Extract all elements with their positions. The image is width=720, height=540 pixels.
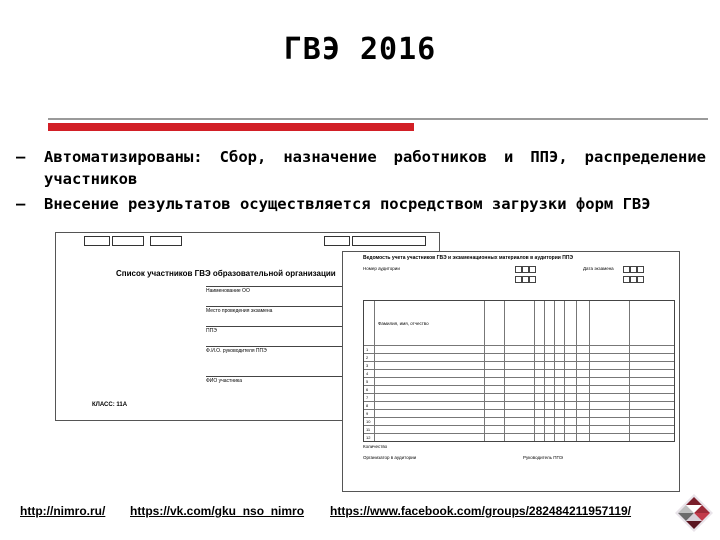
row-number: 9 [366,411,369,416]
nimro-site-link[interactable]: http://nimro.ru/ [20,504,106,518]
form2-label: Организатор в аудитории [363,455,417,460]
red-accent-bar [48,123,414,131]
bullet-1 [16,146,706,190]
form2-label: Количество [363,444,388,449]
bullet-marker: – [16,148,26,166]
row-number: 1 [366,347,369,352]
form1-field: Наименование ОО [206,288,250,294]
form2-table [363,300,675,442]
facebook-link[interactable]: https://www.facebook.com/groups/282484211957119/ [330,504,632,518]
row-number: 7 [366,395,369,400]
form2-label: Дата экзамена [583,266,614,271]
form1-field: Место проведения экзамена [206,308,273,314]
row-number: 8 [366,403,369,408]
form2-label: Фамилия, имя, отчество [378,321,429,326]
bullet-text: Автоматизированы: Сбор, назначение работников и ППЭ, распределение участников [44,148,706,188]
form-header-boxes [62,236,433,246]
exam-materials-sheet-image [342,251,680,492]
bullet-text: Внесение результатов осуществляется посредством загрузки форм ГВЭ [44,195,651,213]
row-number: 10 [366,419,371,424]
form2-title: Ведомость учета участников ГВЭ и экзаменационных материалов в аудитории ППЭ [363,255,574,261]
row-number: 3 [366,363,369,368]
row-number: 4 [366,371,369,376]
form1-field: Ф.И.О. руководителя ППЭ [206,348,267,354]
form1-class-label: КЛАСС: 11А [92,402,128,408]
form1-field: ППЭ [206,328,217,334]
form2-label: Руководитель ППЭ [523,455,563,460]
form1-field: ФИО участника [206,378,242,384]
vk-link[interactable]: https://vk.com/gku_nso_nimro [130,504,305,518]
row-number: 6 [366,387,369,392]
row-number: 12 [366,435,371,440]
gray-rule [48,118,708,120]
form1-title: Список участников ГВЭ образовательной организации [116,269,336,278]
row-number: 5 [366,379,369,384]
row-number: 2 [366,355,369,360]
row-number: 11 [366,427,371,432]
geometric-triangles-logo-icon [674,493,714,533]
bullet-marker: – [16,195,26,213]
form2-label: Номер аудитории [363,266,400,271]
slide-title: ГВЭ 2016 [283,32,437,67]
bullet-2 [16,193,706,215]
